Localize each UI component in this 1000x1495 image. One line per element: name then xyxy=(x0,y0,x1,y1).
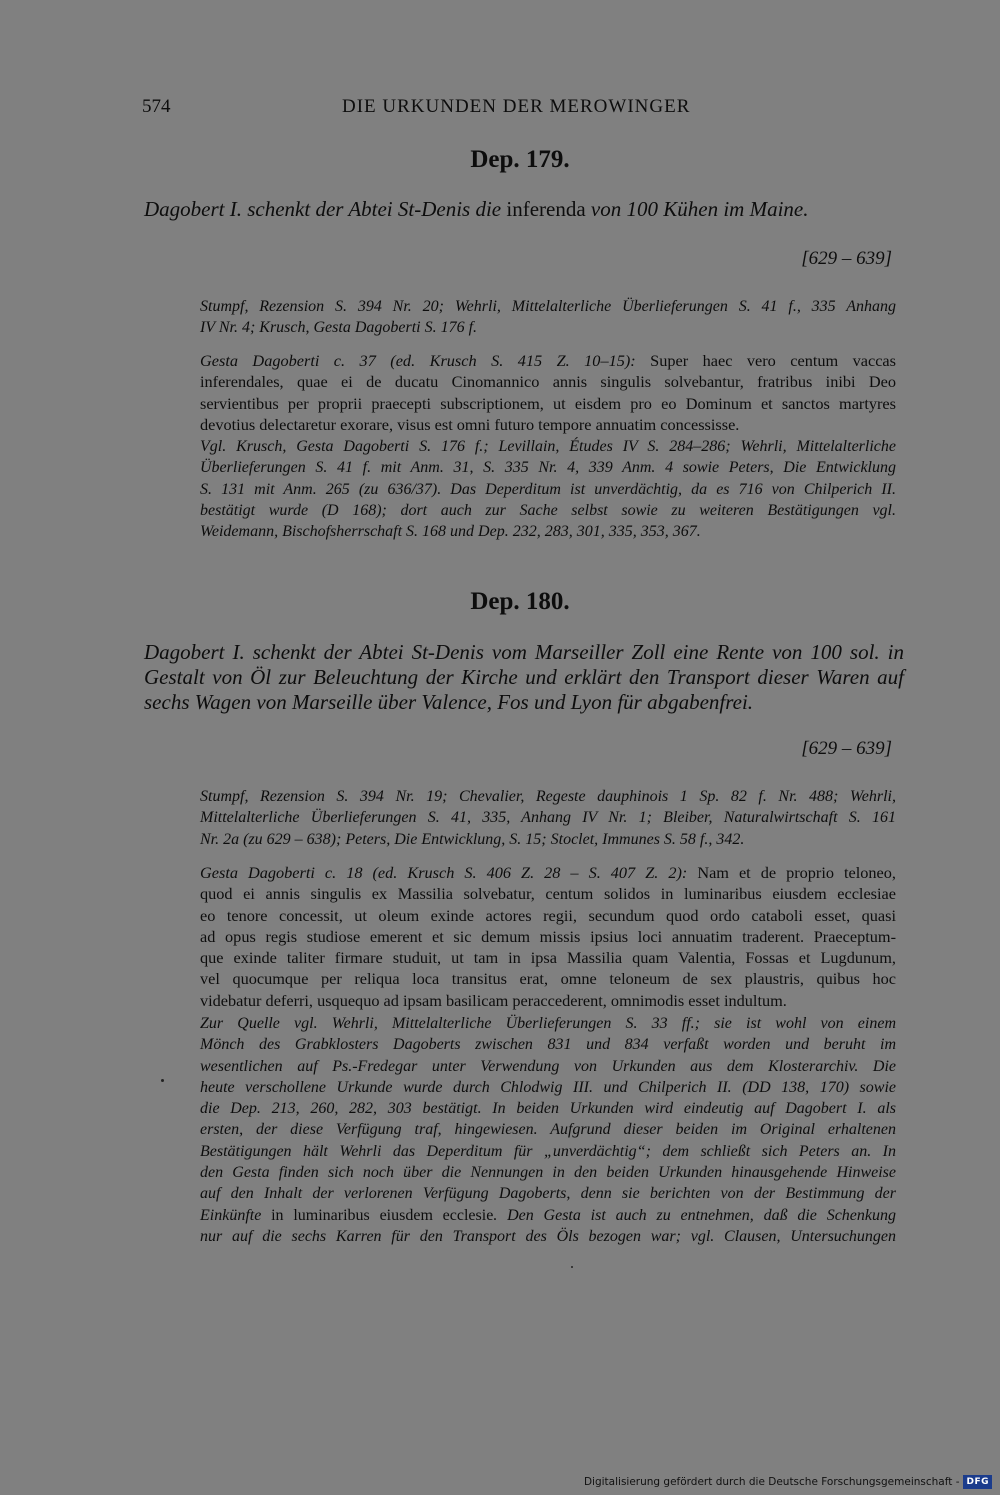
source-line: quod ei annis singulis ex Massilia solvebatur, centum solidos in luminaribus eiusdem ecclesiae xyxy=(200,884,896,904)
regest-line: Gestalt von Öl zur Beleuchtung der Kirche und erklärt den Transport dieser Waren auf xyxy=(144,665,904,689)
bib-line: Nr. 2a (zu 629 – 638); Peters, Die Entwicklung, S. 15; Stoclet, Immunes S. 58 f., 342. xyxy=(200,830,745,848)
source-citation: Gesta Dagoberti c. 37 (ed. Krusch S. 415 Z. 10–15): xyxy=(200,351,651,370)
dep-179-source xyxy=(200,350,896,435)
comment-line: nur auf die sechs Karren für den Transport des Öls bezogen war; vgl. Clausen, Untersuchungen xyxy=(200,1227,896,1245)
dep-179-bibliography xyxy=(200,296,896,339)
comment-line: heute verschollene Urkunde wurde durch Chlodwig III. und Chilperich II. (DD 138, 170) sowie xyxy=(200,1078,896,1096)
dep-180-bibliography xyxy=(200,786,896,850)
bib-line: IV Nr. 4; Krusch, Gesta Dagoberti S. 176 f. xyxy=(200,319,478,337)
source-line: que exinde taliter firmare studuit, ut tam in ipsa Massilia quam Valentia, Fossas et Lugdunum, xyxy=(200,948,896,968)
dep-180-source xyxy=(200,862,896,1011)
regest-text: Dagobert I. schenkt der Abtei St-Denis die xyxy=(144,197,507,221)
source-line: videbatur deferri, usquequo ad ipsam basilicam peraccederent, omnimodis esset indultum. xyxy=(200,990,787,1010)
source-line: inferendales, quae ei de ducatu Cinomannico annis singulis solvebantur, fratribus inibi Deo xyxy=(200,372,896,392)
source-line: vel quocumque per reliqua loca transitus erat, omne teloneum de sex plaustris, quibus hoc xyxy=(200,969,896,989)
comment-line: die Dep. 213, 260, 282, 303 bestätigt. In beiden Urkunden wird eindeutig auf Dagobert I. als xyxy=(200,1100,896,1118)
scan-speck xyxy=(571,1266,573,1268)
comment-line: Bestätigungen hält Wehrli das Deperditum für „unverdächtig“; dem schließt sich Peters an. In xyxy=(200,1142,896,1160)
comment-line: den Gesta finden sich noch über die Nennungen in den beiden Urkunden hinausgehende Hinweise xyxy=(200,1164,896,1182)
comment-line: Überlieferungen S. 41 f. mit Anm. 31, S. 335 Nr. 4, 339 Anm. 4 sowie Peters, Die Entwicklung xyxy=(200,459,896,477)
dep-179-heading: Dep. 179. xyxy=(470,146,570,173)
comment-line: auf den Inhalt der verlorenen Verfügung Dagoberts, denn sie berichten von der Bestimmung der xyxy=(200,1185,896,1203)
comment-line: Vgl. Krusch, Gesta Dagoberti S. 176 f.; Levillain, Études IV S. 284–286; Wehrli, Mittelalterliche xyxy=(200,438,896,455)
dep-179-commentary xyxy=(200,436,896,542)
comment-line: ersten, der diese Verfügung traf, hingewiesen. Aufgrund dieser beiden im Original erhaltenen xyxy=(200,1121,896,1139)
regest-text: von 100 Kühen im Maine. xyxy=(585,197,809,221)
regest-term: inferenda xyxy=(506,197,586,221)
running-header xyxy=(142,96,902,126)
source-line: ad opus regis studiose emerent et sic demum missis ipsius loci annuatim traderent. Praeceptum- xyxy=(200,926,896,946)
comment-line: S. 131 mit Anm. 265 (zu 636/37). Das Deperditum ist unverdächtig, da es 716 von Chilperich II. xyxy=(200,480,896,498)
page-number: 574 xyxy=(142,96,171,117)
dep-180-commentary xyxy=(200,1013,896,1247)
dep-180-heading: Dep. 180. xyxy=(470,588,570,615)
source-line: eo tenore concessit, ut oleum exinde actores regii, secundum quod ordo cataboli esset, quasi xyxy=(200,905,896,925)
source-line: servientibus per proprii praecepti subscriptionem, ut eisdem pro eo Dominum et sanctos martyres xyxy=(200,393,896,413)
running-title: DIE URKUNDEN DER MEROWINGER xyxy=(342,96,691,117)
digitization-footer xyxy=(584,1473,992,1491)
bib-line: Stumpf, Rezension S. 394 Nr. 19; Chevalier, Regeste dauphinois 1 Sp. 82 f. Nr. 488; Wehrli, xyxy=(200,788,896,805)
comment-line: Zur Quelle vgl. Wehrli, Mittelalterliche Überlieferungen S. 33 ff.; sie ist wohl von einem xyxy=(200,1015,896,1032)
comment-line: bestätigt wurde (D 168); dort auch zur Sache selbst sowie zu weiteren Bestätigungen vgl. xyxy=(200,501,896,519)
dep-180-regest xyxy=(144,640,904,715)
comment-line: Mönch des Grabklosters Dagoberts zwischen 831 und 834 verfaßt worden und beruht im xyxy=(200,1036,896,1054)
scan-speck xyxy=(161,1079,164,1082)
footer-credit: Digitalisierung gefördert durch die Deutsche Forschungsgemeinschaft - xyxy=(583,1476,960,1488)
source-text: Nam et de proprio teloneo, xyxy=(697,863,896,882)
comment-line: wesentlichen auf Ps.-Fredegar unter Verwendung von Urkunden aus dem Klosterarchiv. Die xyxy=(200,1057,896,1075)
bib-line: Stumpf, Rezension S. 394 Nr. 20; Wehrli, Mittelalterliche Überlieferungen S. 41 f., 335 Anhang xyxy=(200,298,896,315)
source-citation: Gesta Dagoberti c. 18 (ed. Krusch S. 406 Z. 28 – S. 407 Z. 2): xyxy=(200,863,698,882)
comment-fragment-roman: in luminaribus eiusdem ecclesie xyxy=(261,1206,494,1224)
source-text: Super haec vero centum vaccas xyxy=(650,351,896,370)
bib-line: Mittelalterliche Überlieferungen S. 41, 335, Anhang IV Nr. 1; Bleiber, Naturalwirtschaft S. 161 xyxy=(200,809,896,827)
regest-line: sechs Wagen von Marseille über Valence, Fos und Lyon für abgabenfrei. xyxy=(144,690,754,714)
dep-179-date: [629 – 639] xyxy=(801,248,892,269)
dfg-logo: DFG xyxy=(963,1475,992,1489)
dep-180-date: [629 – 639] xyxy=(801,738,892,759)
dep-179-regest xyxy=(144,197,904,222)
source-line: devotius delectaretur exorare, visus est omni futuro tempore annuatim concessisse. xyxy=(200,414,740,434)
comment-fragment: . Den Gesta ist auch zu entnehmen, daß die Schenkung xyxy=(493,1206,897,1224)
regest-line: Dagobert I. schenkt der Abtei St-Denis vom Marseiller Zoll eine Rente von 100 sol. in xyxy=(144,640,904,664)
comment-fragment: Einkünfte xyxy=(200,1206,262,1224)
comment-line: Weidemann, Bischofsherrschaft S. 168 und Dep. 232, 283, 301, 335, 353, 367. xyxy=(200,523,701,541)
